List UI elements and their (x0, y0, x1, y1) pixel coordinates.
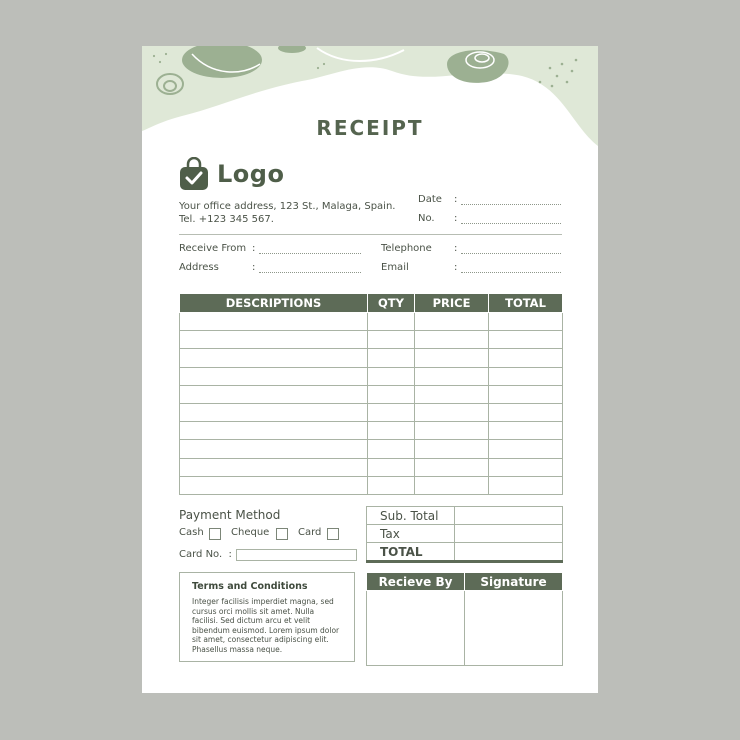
payment-method-title: Payment Method (179, 508, 281, 522)
total-cell[interactable] (489, 349, 563, 367)
subtotal-label: Sub. Total (367, 507, 455, 525)
total-cell[interactable] (489, 331, 563, 349)
signature-header (367, 573, 563, 591)
email-colon: : (454, 262, 458, 273)
signature-header-label: Signature (465, 573, 563, 591)
qty-cell[interactable] (368, 385, 415, 403)
description-cell[interactable] (180, 422, 368, 440)
total-cell[interactable] (489, 367, 563, 385)
qty-cell[interactable] (368, 458, 415, 476)
address-colon: : (252, 262, 256, 273)
description-cell[interactable] (180, 476, 368, 494)
description-cell[interactable] (180, 458, 368, 476)
date-label: Date (418, 194, 442, 205)
receive-from-label: Receive From (179, 243, 247, 254)
column-header-price: PRICE (415, 294, 489, 313)
cheque-checkbox[interactable] (276, 528, 288, 540)
total-value[interactable] (455, 543, 563, 562)
email-field[interactable] (461, 272, 561, 273)
tax-label: Tax (367, 525, 455, 543)
description-cell[interactable] (180, 331, 368, 349)
table-row (180, 313, 563, 331)
number-field[interactable] (461, 223, 561, 224)
terms-title: Terms and Conditions (192, 581, 308, 592)
total-label: TOTAL (367, 543, 455, 562)
total-cell[interactable] (489, 440, 563, 458)
receive-from-field[interactable] (259, 253, 361, 254)
description-cell[interactable] (180, 440, 368, 458)
number-label: No. (418, 213, 435, 224)
subtotal-value[interactable] (455, 507, 563, 525)
cash-checkbox[interactable] (209, 528, 221, 540)
office-telephone: Tel. +123 345 567. (179, 214, 274, 225)
received-by-field[interactable] (367, 591, 465, 666)
table-row (180, 458, 563, 476)
price-cell[interactable] (415, 476, 489, 494)
price-cell[interactable] (415, 440, 489, 458)
card-number-input[interactable] (236, 549, 357, 561)
telephone-colon: : (454, 243, 458, 254)
qty-cell[interactable] (368, 349, 415, 367)
number-colon: : (454, 213, 458, 224)
receipt-page (142, 46, 598, 693)
total-cell[interactable] (489, 458, 563, 476)
column-header-qty: QTY (368, 294, 415, 313)
table-row (180, 331, 563, 349)
receive-from-colon: : (252, 243, 256, 254)
qty-cell[interactable] (368, 331, 415, 349)
table-row (180, 422, 563, 440)
price-cell[interactable] (415, 349, 489, 367)
totals-table (366, 506, 563, 563)
description-cell[interactable] (180, 403, 368, 421)
column-header-descriptions: DESCRIPTIONS (180, 294, 368, 313)
page-title: RECEIPT (316, 116, 424, 140)
description-cell[interactable] (180, 313, 368, 331)
qty-cell[interactable] (368, 367, 415, 385)
price-cell[interactable] (415, 331, 489, 349)
description-cell[interactable] (180, 349, 368, 367)
shopping-bag-check-icon (179, 157, 209, 191)
address-label: Address (179, 262, 219, 273)
card-checkbox[interactable] (327, 528, 339, 540)
table-row (180, 367, 563, 385)
office-address-block (179, 200, 395, 226)
total-cell[interactable] (489, 385, 563, 403)
signature-field[interactable] (465, 591, 563, 666)
qty-cell[interactable] (368, 403, 415, 421)
divider (179, 234, 562, 235)
qty-cell[interactable] (368, 422, 415, 440)
table-row (180, 349, 563, 367)
card-number-label-text: Card No. (179, 549, 223, 560)
card-number-label: Card No. : (179, 549, 232, 560)
total-row (367, 543, 563, 562)
signature-row (367, 591, 563, 666)
terms-box (179, 572, 355, 662)
card-label: Card (298, 527, 322, 538)
total-cell[interactable] (489, 313, 563, 331)
email-label: Email (381, 262, 409, 273)
price-cell[interactable] (415, 458, 489, 476)
received-by-header: Recieve By (367, 573, 465, 591)
subtotal-row (367, 507, 563, 525)
table-row (180, 385, 563, 403)
telephone-label: Telephone (381, 243, 432, 254)
column-header-total: TOTAL (489, 294, 563, 313)
tax-row (367, 525, 563, 543)
address-field[interactable] (259, 272, 361, 273)
tax-value[interactable] (455, 525, 563, 543)
total-cell[interactable] (489, 476, 563, 494)
qty-cell[interactable] (368, 476, 415, 494)
telephone-field[interactable] (461, 253, 561, 254)
price-cell[interactable] (415, 403, 489, 421)
total-cell[interactable] (489, 422, 563, 440)
office-address: Your office address, 123 St., Malaga, Spain. (179, 201, 396, 212)
signature-table (366, 572, 563, 666)
date-field[interactable] (461, 204, 561, 205)
terms-body: Integer facilisis imperdiet magna, sed cursus orci mollis sit amet. Nulla facilisi. Sed dictum arcu et velit bibendum euismod. Lorem ipsum dolor sit amet, consectetur adipiscing elit. Phasellus massa neque. (192, 597, 340, 654)
items-table-header (180, 294, 563, 313)
logo-text: Logo (217, 160, 285, 188)
qty-cell[interactable] (368, 440, 415, 458)
price-cell[interactable] (415, 367, 489, 385)
cash-label: Cash (179, 527, 204, 538)
cheque-label: Cheque (231, 527, 270, 538)
description-cell[interactable] (180, 367, 368, 385)
date-colon: : (454, 194, 458, 205)
description-cell[interactable] (180, 385, 368, 403)
table-row (180, 403, 563, 421)
total-cell[interactable] (489, 403, 563, 421)
price-cell[interactable] (415, 385, 489, 403)
table-row (180, 476, 563, 494)
qty-cell[interactable] (368, 313, 415, 331)
price-cell[interactable] (415, 422, 489, 440)
price-cell[interactable] (415, 313, 489, 331)
items-table (179, 293, 563, 495)
table-row (180, 440, 563, 458)
